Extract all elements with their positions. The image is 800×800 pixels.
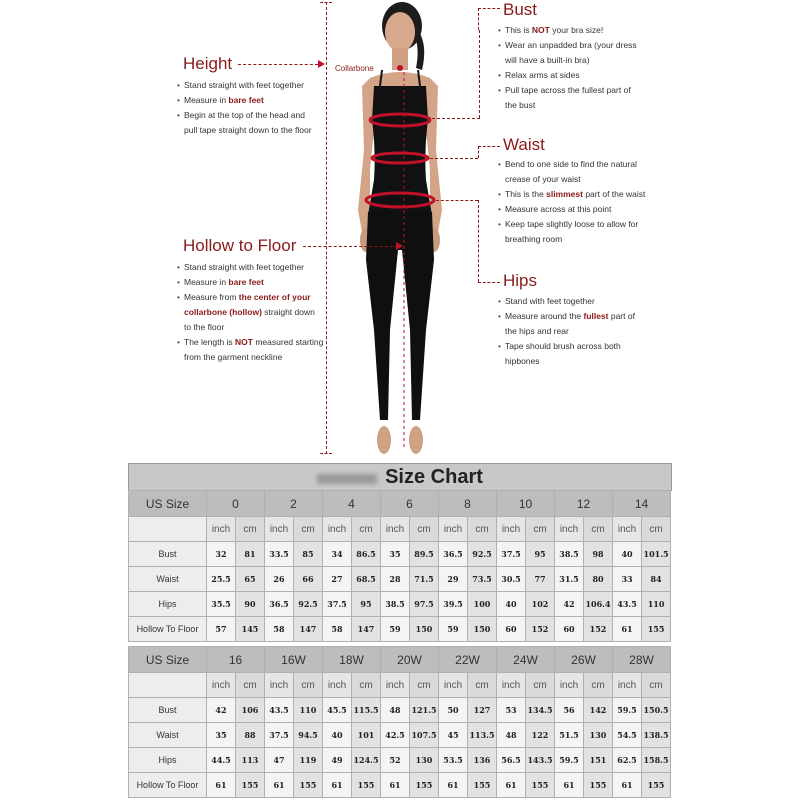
measurement-value: 36.5 (439, 542, 468, 567)
unit-header: inch (439, 517, 468, 542)
instruction-text: Stand straight with feet together (184, 262, 305, 272)
table-row (129, 698, 671, 723)
measurement-label: Hollow To Floor (129, 773, 207, 798)
measurement-value: 28 (381, 567, 410, 592)
emphasis-text: bare feet (228, 95, 264, 105)
unit-header: cm (410, 517, 439, 542)
measurement-value: 71.5 (410, 567, 439, 592)
measurement-value: 62.5 (613, 748, 642, 773)
measurement-value: 61 (207, 773, 236, 798)
bust-instruction (498, 23, 648, 38)
measurement-value: 150.5 (642, 698, 671, 723)
measurement-value: 42.5 (381, 723, 410, 748)
emphasis-text: NOT (235, 337, 253, 347)
height-instruction (177, 123, 327, 138)
size-column-header: 16W (265, 647, 323, 673)
unit-header: inch (613, 517, 642, 542)
table-row (129, 723, 671, 748)
unit-header: cm (584, 517, 613, 542)
hips-instruction (498, 324, 648, 339)
height-instruction (177, 78, 327, 93)
instruction-text: the bust (505, 100, 536, 110)
unit-header: inch (439, 673, 468, 698)
measurement-value: 66 (294, 567, 323, 592)
measurement-value: 33.5 (265, 542, 294, 567)
bust-bracket (478, 8, 479, 30)
measurement-value: 29 (439, 567, 468, 592)
unit-header: inch (207, 673, 236, 698)
measurement-value: 53.5 (439, 748, 468, 773)
unit-header: inch (613, 673, 642, 698)
measurement-label: Waist (129, 567, 207, 592)
instruction-text: Bend to one side to find the natural (505, 159, 637, 169)
measurement-value: 45 (439, 723, 468, 748)
measurement-value: 130 (410, 748, 439, 773)
measurement-value: 38.5 (381, 592, 410, 617)
measurement-value: 47 (265, 748, 294, 773)
measurement-value: 155 (468, 773, 497, 798)
measurement-value: 150 (410, 617, 439, 642)
measurement-value: 142 (584, 698, 613, 723)
measurement-value: 43.5 (613, 592, 642, 617)
size-chart-title-bar (128, 463, 672, 491)
hips-instruction (498, 354, 648, 369)
unit-header: inch (381, 517, 410, 542)
size-column-header: 12 (555, 491, 613, 517)
instruction-text: pull tape straight down to the floor (184, 125, 312, 135)
us-size-header: US Size (129, 647, 207, 673)
bust-pointer-v (479, 30, 480, 118)
unit-header: cm (468, 673, 497, 698)
measurement-value: 147 (294, 617, 323, 642)
measurement-value: 122 (526, 723, 555, 748)
measurement-value: 145 (236, 617, 265, 642)
unit-header: inch (555, 517, 584, 542)
measurement-value: 101.5 (642, 542, 671, 567)
measurement-value: 155 (410, 773, 439, 798)
measurement-value: 30.5 (497, 567, 526, 592)
measurement-value: 44.5 (207, 748, 236, 773)
measurement-value: 130 (584, 723, 613, 748)
instruction-text: will have a built-in bra) (505, 55, 590, 65)
measurement-value: 92.5 (468, 542, 497, 567)
measurement-label: Bust (129, 542, 207, 567)
waist-pointer-v (478, 146, 479, 158)
measurement-value: 59 (381, 617, 410, 642)
size-column-header: 0 (207, 491, 265, 517)
size-column-header: 18W (323, 647, 381, 673)
instruction-text: to the floor (184, 322, 225, 332)
instruction-text: This is (505, 25, 532, 35)
size-column-header: 24W (497, 647, 555, 673)
height-instructions (177, 78, 327, 138)
waist-instructions (498, 157, 658, 247)
size-column-header: 8 (439, 491, 497, 517)
measurement-value: 92.5 (294, 592, 323, 617)
size-column-header: 10 (497, 491, 555, 517)
measurement-value: 59.5 (613, 698, 642, 723)
unit-header: cm (236, 517, 265, 542)
size-chart-title: Size Chart (385, 466, 483, 488)
hips-title: Hips (503, 271, 538, 290)
hips-instructions (498, 294, 648, 369)
measurement-value: 124.5 (352, 748, 381, 773)
instruction-text: Measure across at this point (505, 204, 612, 214)
size-column-header: 6 (381, 491, 439, 517)
measurement-value: 155 (642, 773, 671, 798)
measurement-value: 42 (555, 592, 584, 617)
emphasis-text: NOT (531, 25, 550, 35)
measurement-value: 36.5 (265, 592, 294, 617)
hollow-arrow (396, 242, 403, 250)
measurement-value: 113.5 (468, 723, 497, 748)
collarbone-label: Collarbone (335, 64, 374, 73)
unit-header: cm (526, 673, 555, 698)
instruction-text: This is the (505, 189, 547, 199)
size-column-header: 16 (207, 647, 265, 673)
hips-pointer-v (478, 200, 479, 282)
unit-header: cm (236, 673, 265, 698)
instruction-text: Measure around the (505, 311, 584, 321)
height-arrow (318, 60, 325, 68)
unit-header: inch (207, 517, 236, 542)
table-row (129, 617, 671, 642)
hollow-instruction (177, 305, 337, 320)
measurement-value: 155 (236, 773, 265, 798)
measurement-value: 155 (526, 773, 555, 798)
size-column-header: 4 (323, 491, 381, 517)
hips-pointer-bottom (478, 282, 500, 283)
measurement-value: 110 (642, 592, 671, 617)
waist-title: Waist (503, 135, 545, 154)
measurement-value: 56 (555, 698, 584, 723)
measurement-value: 34 (323, 542, 352, 567)
height-instruction (177, 108, 327, 123)
waist-instruction (498, 187, 658, 202)
measurement-value: 60 (497, 617, 526, 642)
emphasis-text: slimmest (546, 189, 583, 199)
measurement-value: 84 (642, 567, 671, 592)
measurement-value: 37.5 (497, 542, 526, 567)
hollow-instruction (177, 320, 337, 335)
measurement-value: 65 (236, 567, 265, 592)
measurement-value: 35.5 (207, 592, 236, 617)
measurement-value: 95 (352, 592, 381, 617)
measurement-value: 31.5 (555, 567, 584, 592)
measurement-value: 95 (526, 542, 555, 567)
measurement-value: 155 (294, 773, 323, 798)
measurement-value: 100 (468, 592, 497, 617)
measurement-value: 73.5 (468, 567, 497, 592)
hollow-pointer (303, 246, 398, 247)
measurement-value: 150 (468, 617, 497, 642)
measurement-value: 88 (236, 723, 265, 748)
measurement-value: 155 (642, 617, 671, 642)
height-title: Height (183, 54, 233, 73)
bust-bracket-top (478, 8, 500, 9)
height-pointer (238, 64, 318, 65)
instruction-text: Stand with feet together (505, 296, 595, 306)
hips-instruction (498, 339, 648, 354)
instruction-text: Relax arms at sides (505, 70, 580, 80)
measurement-value: 89.5 (410, 542, 439, 567)
table-row (129, 748, 671, 773)
measurement-value: 102 (526, 592, 555, 617)
measurement-value: 38.5 (555, 542, 584, 567)
measurement-value: 58 (323, 617, 352, 642)
measurement-value: 86.5 (352, 542, 381, 567)
unit-header: cm (294, 673, 323, 698)
hips-pointer (436, 200, 478, 201)
measurement-value: 48 (381, 698, 410, 723)
size-column-header: 20W (381, 647, 439, 673)
table-row (129, 773, 671, 798)
measurement-value: 138.5 (642, 723, 671, 748)
size-column-header: 2 (265, 491, 323, 517)
measurement-value: 106 (236, 698, 265, 723)
measurement-value: 155 (352, 773, 381, 798)
measurement-value: 48 (497, 723, 526, 748)
hollow-instruction (177, 275, 337, 290)
measurement-value: 151 (584, 748, 613, 773)
measurement-value: 45.5 (323, 698, 352, 723)
measurement-value: 61 (555, 773, 584, 798)
waist-instruction (498, 217, 658, 232)
unit-header: cm (352, 673, 381, 698)
measurement-value: 77 (526, 567, 555, 592)
measurement-value: 158.5 (642, 748, 671, 773)
hollow-instruction (177, 290, 337, 305)
unit-header: inch (323, 673, 352, 698)
unit-header: cm (526, 517, 555, 542)
measurement-value: 50 (439, 698, 468, 723)
unit-header: cm (642, 673, 671, 698)
measurement-value: 60 (555, 617, 584, 642)
measurement-value: 53 (497, 698, 526, 723)
bust-pointer (432, 118, 480, 119)
height-instruction (177, 93, 327, 108)
instruction-text: The length is (184, 337, 236, 347)
measurement-value: 80 (584, 567, 613, 592)
measurement-value: 155 (584, 773, 613, 798)
emphasis-text: collarbone (hollow) (184, 307, 262, 317)
bust-instruction (498, 83, 648, 98)
measurement-value: 110 (294, 698, 323, 723)
unit-header: inch (381, 673, 410, 698)
instruction-text: part of (608, 311, 635, 321)
measurement-value: 61 (265, 773, 294, 798)
measurement-value: 61 (323, 773, 352, 798)
measurement-value: 127 (468, 698, 497, 723)
size-table-1 (128, 490, 671, 642)
waist-instruction (498, 232, 658, 247)
unit-header: cm (410, 673, 439, 698)
table-row (129, 542, 671, 567)
measurement-value: 81 (236, 542, 265, 567)
hollow-instructions (177, 260, 337, 365)
measurement-label: Bust (129, 698, 207, 723)
measurement-value: 54.5 (613, 723, 642, 748)
measurement-value: 37.5 (265, 723, 294, 748)
instruction-text: measured starting (252, 337, 324, 347)
size-column-header: 28W (613, 647, 671, 673)
unit-header: inch (265, 517, 294, 542)
instruction-text: Measure in (184, 95, 229, 105)
measurement-value: 43.5 (265, 698, 294, 723)
instruction-text: Pull tape across the fullest part of (505, 85, 631, 95)
waist-pointer-top (478, 146, 500, 147)
measurement-value: 101 (352, 723, 381, 748)
bust-instruction (498, 38, 648, 53)
measurement-value: 40 (323, 723, 352, 748)
measurement-label: Hollow To Floor (129, 617, 207, 642)
measurement-value: 61 (497, 773, 526, 798)
measurement-label: Waist (129, 723, 207, 748)
instruction-text: part of the waist (582, 189, 646, 199)
measurement-value: 51.5 (555, 723, 584, 748)
measurement-value: 57 (207, 617, 236, 642)
bust-instructions (498, 23, 648, 113)
bust-title: Bust (503, 0, 538, 19)
measurement-value: 107.5 (410, 723, 439, 748)
measurement-value: 94.5 (294, 723, 323, 748)
instruction-text: from the garment neckline (184, 352, 283, 362)
measurement-value: 61 (381, 773, 410, 798)
us-size-header: US Size (129, 491, 207, 517)
instruction-text: your bra size! (549, 25, 604, 35)
measurement-value: 61 (613, 773, 642, 798)
unit-header: inch (265, 673, 294, 698)
hips-instruction (498, 294, 648, 309)
instruction-text: Measure from (184, 292, 239, 302)
hollow-title: Hollow to Floor (183, 236, 297, 255)
size-column-header: 14 (613, 491, 671, 517)
measurement-value: 40 (613, 542, 642, 567)
measurement-value: 35 (207, 723, 236, 748)
hollow-instruction (177, 260, 337, 275)
unit-header: cm (642, 517, 671, 542)
measurement-value: 33 (613, 567, 642, 592)
measurement-value: 97.5 (410, 592, 439, 617)
measurement-value: 119 (294, 748, 323, 773)
instruction-text: Keep tape slightly loose to allow for (505, 219, 639, 229)
measurement-value: 49 (323, 748, 352, 773)
measurement-value: 85 (294, 542, 323, 567)
instruction-text: Stand straight with feet together (184, 80, 305, 90)
instruction-text: hipbones (505, 356, 540, 366)
bust-instruction (498, 98, 648, 113)
size-column-header: 22W (439, 647, 497, 673)
emphasis-text: fullest (583, 311, 609, 321)
measurement-value: 152 (584, 617, 613, 642)
measurement-value: 61 (439, 773, 468, 798)
height-measure-line (326, 2, 327, 454)
unit-header: cm (352, 517, 381, 542)
measurement-value: 147 (352, 617, 381, 642)
instruction-text: crease of your waist (505, 174, 581, 184)
measurement-value: 52 (381, 748, 410, 773)
waist-pointer (430, 158, 478, 159)
measurement-value: 106.4 (584, 592, 613, 617)
measurement-value: 26 (265, 567, 294, 592)
measurement-value: 37.5 (323, 592, 352, 617)
unit-header: inch (497, 673, 526, 698)
measurement-value: 121.5 (410, 698, 439, 723)
measurement-value: 59 (439, 617, 468, 642)
unit-header: inch (497, 517, 526, 542)
measurement-value: 59.5 (555, 748, 584, 773)
instruction-text: breathing room (505, 234, 563, 244)
bust-instruction (498, 68, 648, 83)
measurement-value: 27 (323, 567, 352, 592)
size-column-header: 26W (555, 647, 613, 673)
unit-header: inch (555, 673, 584, 698)
instruction-text: Wear an unpadded bra (your dress (505, 40, 637, 50)
measurement-value: 42 (207, 698, 236, 723)
unit-header: inch (323, 517, 352, 542)
hollow-instruction (177, 335, 337, 350)
measurement-value: 61 (613, 617, 642, 642)
waist-instruction (498, 172, 658, 187)
blurred-brand (317, 474, 377, 484)
instruction-text: Begin at the top of the head and (184, 110, 305, 120)
unit-header: cm (584, 673, 613, 698)
instruction-text: Tape should brush across both (505, 341, 621, 351)
measurement-value: 143.5 (526, 748, 555, 773)
measurement-value: 58 (265, 617, 294, 642)
measurement-label: Hips (129, 592, 207, 617)
hollow-instruction (177, 350, 337, 365)
unit-header: cm (468, 517, 497, 542)
measurement-value: 35 (381, 542, 410, 567)
measurement-value: 152 (526, 617, 555, 642)
instruction-text: the hips and rear (505, 326, 569, 336)
measurement-value: 90 (236, 592, 265, 617)
blank-cell (129, 673, 207, 698)
height-bottom-tick (320, 453, 332, 454)
hips-instruction (498, 309, 648, 324)
table-row (129, 592, 671, 617)
measurement-label: Hips (129, 748, 207, 773)
height-top-tick (320, 2, 332, 3)
measurement-value: 25.5 (207, 567, 236, 592)
emphasis-text: the center of your (238, 292, 311, 302)
measurement-value: 56.5 (497, 748, 526, 773)
instruction-text: straight down (261, 307, 315, 317)
measurement-value: 68.5 (352, 567, 381, 592)
measurement-value: 32 (207, 542, 236, 567)
size-table-2 (128, 646, 671, 798)
instruction-text: Measure in (184, 277, 229, 287)
measurement-value: 136 (468, 748, 497, 773)
emphasis-text: bare feet (228, 277, 264, 287)
measurement-value: 98 (584, 542, 613, 567)
unit-header: cm (294, 517, 323, 542)
measurement-value: 134.5 (526, 698, 555, 723)
blank-cell (129, 517, 207, 542)
waist-instruction (498, 157, 658, 172)
measurement-value: 115.5 (352, 698, 381, 723)
table-row (129, 567, 671, 592)
waist-instruction (498, 202, 658, 217)
measurement-value: 39.5 (439, 592, 468, 617)
measurement-value: 113 (236, 748, 265, 773)
bust-instruction (498, 53, 648, 68)
measurement-value: 40 (497, 592, 526, 617)
